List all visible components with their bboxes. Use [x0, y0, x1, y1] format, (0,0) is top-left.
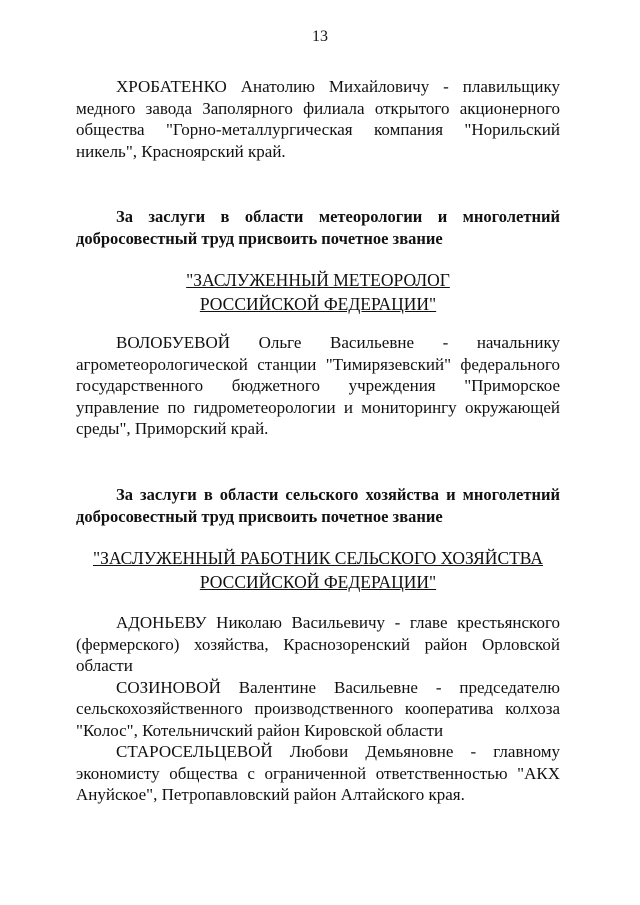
- entry-sozinova: СОЗИНОВОЙ Валентине Васильевне - председателю сельскохозяйственного производственного кооператива колхоза "Колос", Котельничский район Кировской области: [76, 677, 560, 740]
- entry-khrobatenko: ХРОБАТЕНКО Анатолию Михайловичу - плавильщику медного завода Заполярного филиала открытого акционерного общества "Горно-металлургическая компания "Норильский никель", Красноярский край.: [76, 77, 560, 161]
- section-heading-meteorology: За заслуги в области метеорологии и многолетний добросовестный труд присвоить почетное звание: [76, 207, 560, 248]
- title-line: "ЗАСЛУЖЕННЫЙ МЕТЕОРОЛОГ: [186, 270, 450, 290]
- entry-adonev: АДОНЬЕВУ Николаю Васильевичу - главе крестьянского (фермерского) хозяйства, Краснозоренский район Орловской области: [76, 613, 560, 675]
- award-entry: [76, 76, 560, 162]
- award-entry: [76, 332, 560, 440]
- title-line: РОССИЙСКОЙ ФЕДЕРАЦИИ": [199, 572, 437, 592]
- entry-volobueva: ВОЛОБУЕВОЙ Ольге Васильевне - начальнику агрометеорологической станции "Тимирязевский" федерального государственного бюджетного учреждения "Приморское управление по гидрометеорологии и мониторингу окружающей среды", Приморский край.: [76, 333, 560, 438]
- title-line: РОССИЙСКОЙ ФЕДЕРАЦИИ": [199, 294, 437, 314]
- award-entries-agriculture: [76, 612, 560, 806]
- honorary-title-meteorologist: [76, 268, 560, 316]
- page-number: 13: [312, 28, 328, 45]
- title-line: "ЗАСЛУЖЕННЫЙ РАБОТНИК СЕЛЬСКОГО ХОЗЯЙСТВА: [92, 548, 544, 568]
- section-heading-agriculture: За заслуги в области сельского хозяйства и многолетний добросовестный труд присвоить почетное звание: [76, 485, 560, 526]
- honorary-title-agriculture: [76, 546, 560, 594]
- entry-staroseltseva: СТАРОСЕЛЬЦЕВОЙ Любови Демьяновне - главному экономисту общества с ограниченной ответственностью "АКХ Ануйское", Петропавловский район Алтайского края.: [76, 742, 560, 804]
